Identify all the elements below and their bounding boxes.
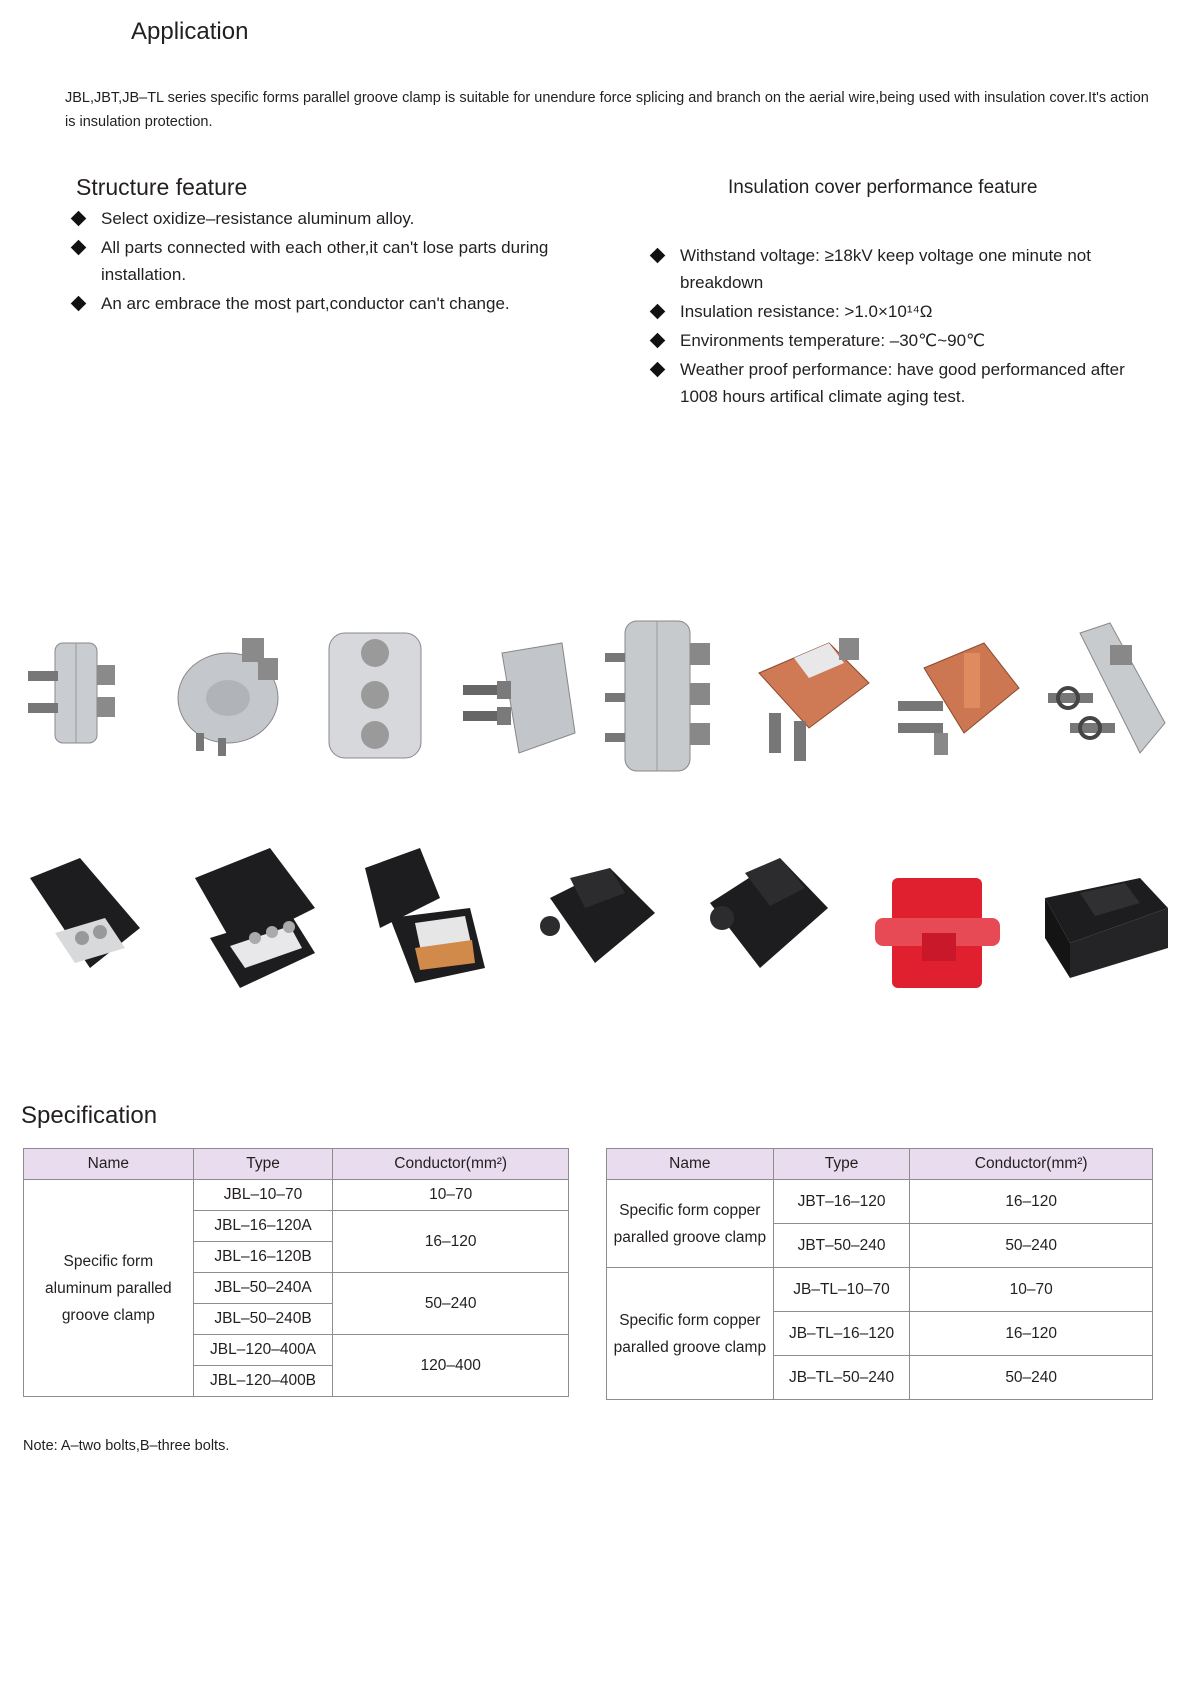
conductor-cell: 50–240 [333,1273,569,1335]
insulation-item: Environments temperature: –30℃~90℃ [680,327,1160,354]
clamp-photos-row [20,610,1170,775]
insulation-cover-box-photo [1040,835,1170,1000]
type-cell: JBL–120–400A [193,1335,333,1366]
column-header-name: Name [24,1149,194,1180]
column-header-conductor: Conductor(mm²) [333,1149,569,1180]
table-row [607,1180,1153,1224]
conductor-cell: 10–70 [333,1180,569,1211]
type-cell: JBL–10–70 [193,1180,333,1211]
column-header-name: Name [607,1149,774,1180]
insulation-cover-photos-row [20,835,1170,1000]
insulation-cover-open-copper-photo [360,835,490,1000]
specification-heading: Specification [21,1102,158,1129]
insulation-item: Weather proof performance: have good performanced after 1008 hours artifical climate aging test. [680,356,1160,410]
application-text: JBL,JBT,JB–TL series specific forms parallel groove clamp is suitable for unendure force splicing and branch on the aerial wire,being used with insulation cover.It's action is insulation protection. [65,90,1149,130]
diamond-bullet-icon [71,296,87,312]
conductor-cell: 50–240 [910,1356,1153,1400]
table-row [24,1180,569,1211]
insulation-feature-list [680,242,1160,412]
copper-clamp-two-bolt-photo [749,610,879,775]
diamond-bullet-icon [71,211,87,227]
spec-note: Note: A–two bolts,B–three bolts. [23,1438,230,1454]
column-header-type: Type [773,1149,910,1180]
table-row [607,1268,1153,1312]
insulation-cover-closed-photo [530,835,660,1000]
insulation-cover-open-large-photo [190,835,320,1000]
type-cell: JBL–50–240B [193,1304,333,1335]
diamond-bullet-icon [71,240,87,256]
type-cell: JBT–50–240 [773,1224,910,1268]
aluminum-clamp-three-bolt-photo [311,610,441,775]
conductor-cell: 50–240 [910,1224,1153,1268]
aluminum-clamp-three-bolt-long-photo [603,610,733,775]
insulation-cover-red-photo [870,835,1000,1000]
product-name-cell: Specific form copper paralled groove clamp [607,1180,774,1268]
insulation-item: Insulation resistance: >1.0×10¹⁴Ω [680,298,1160,325]
structure-item: An arc embrace the most part,conductor can't change. [101,290,551,317]
type-cell: JB–TL–16–120 [773,1312,910,1356]
diamond-bullet-icon [650,304,666,320]
product-name-cell: Specific form aluminum paralled groove clamp [24,1180,194,1397]
type-cell: JBL–50–240A [193,1273,333,1304]
structure-item: Select oxidize–resistance aluminum alloy. [101,205,551,232]
structure-feature-list [101,205,551,319]
aluminum-clamp-side-photo [457,610,587,775]
copper-spec-table [606,1148,1153,1400]
aluminum-clamp-round-photo [166,610,296,775]
type-cell: JBL–16–120A [193,1211,333,1242]
type-cell: JB–TL–10–70 [773,1268,910,1312]
diamond-bullet-icon [650,362,666,378]
type-cell: JBL–120–400B [193,1366,333,1397]
aluminum-clamp-two-bolt-photo [20,610,150,775]
structure-item: All parts connected with each other,it can't lose parts during installation. [101,234,551,288]
aluminum-spec-table [23,1148,569,1397]
application-heading: Application [131,18,249,45]
column-header-type: Type [193,1149,333,1180]
bimetal-clamp-photo [1040,610,1170,775]
conductor-cell: 16–120 [910,1312,1153,1356]
type-cell: JBT–16–120 [773,1180,910,1224]
conductor-cell: 120–400 [333,1335,569,1397]
type-cell: JBL–16–120B [193,1242,333,1273]
insulation-item: Withstand voltage: ≥18kV keep voltage one minute not breakdown [680,242,1160,296]
copper-clamp-side-photo [894,610,1024,775]
table-header-row [607,1149,1153,1180]
diamond-bullet-icon [650,333,666,349]
conductor-cell: 16–120 [910,1180,1153,1224]
conductor-cell: 10–70 [910,1268,1153,1312]
table-header-row [24,1149,569,1180]
product-name-cell: Specific form copper paralled groove clamp [607,1268,774,1400]
diamond-bullet-icon [650,248,666,264]
insulation-cover-closed-large-photo [700,835,830,1000]
insulation-cover-open-photo [20,835,150,1000]
conductor-cell: 16–120 [333,1211,569,1273]
structure-heading: Structure feature [76,174,248,200]
column-header-conductor: Conductor(mm²) [910,1149,1153,1180]
insulation-heading: Insulation cover performance feature [728,177,1038,198]
type-cell: JB–TL–50–240 [773,1356,910,1400]
